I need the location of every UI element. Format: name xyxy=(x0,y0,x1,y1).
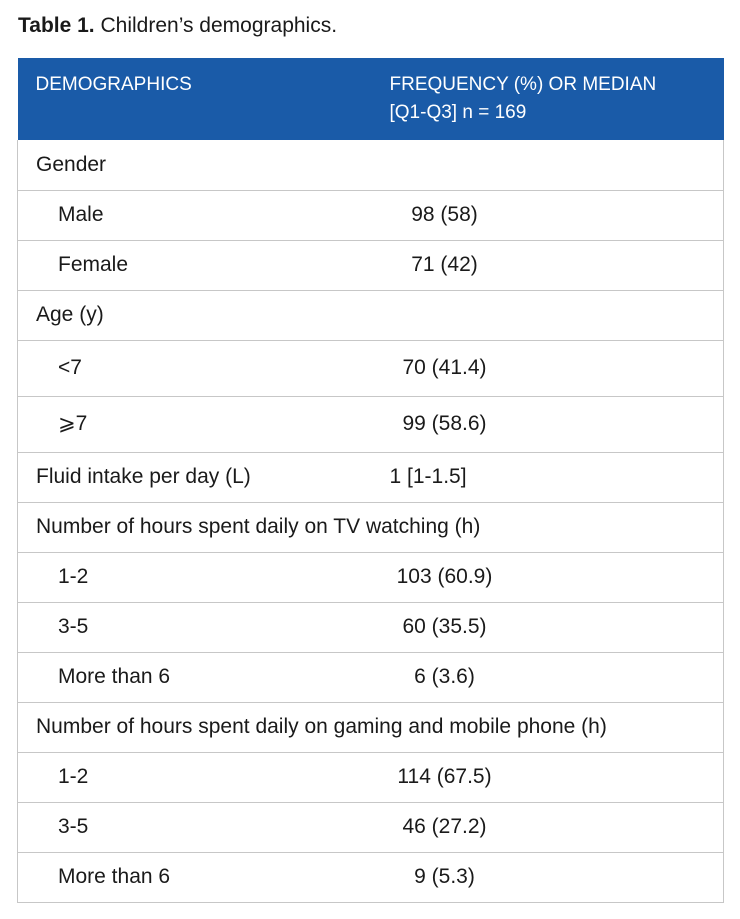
row-value: 71 (42) xyxy=(411,253,478,276)
row-value-cell xyxy=(372,552,724,602)
table-row xyxy=(18,240,724,290)
table-row xyxy=(18,702,724,752)
table-row xyxy=(18,752,724,802)
row-label: Number of hours spent daily on gaming and mobile phone (h) xyxy=(18,702,724,752)
row-label: 3-5 xyxy=(18,602,372,652)
row-label: Fluid intake per day (L) xyxy=(18,452,372,502)
row-value-cell xyxy=(372,340,724,396)
table-row xyxy=(18,396,724,452)
table-row xyxy=(18,340,724,396)
demographics-table xyxy=(17,58,723,903)
row-value xyxy=(372,140,724,190)
row-value: 114 (67.5) xyxy=(397,765,492,788)
column-header-frequency-line2: [Q1-Q3] n = 169 xyxy=(389,102,527,123)
table-number: Table 1. xyxy=(18,14,95,37)
row-label: Gender xyxy=(18,140,372,190)
table-row xyxy=(18,452,724,502)
table-row xyxy=(18,802,724,852)
table-row xyxy=(18,852,724,902)
row-label: Age (y) xyxy=(18,290,372,340)
row-value-cell xyxy=(372,240,724,290)
row-label: More than 6 xyxy=(18,652,372,702)
row-value: 98 (58) xyxy=(411,203,478,226)
row-label: More than 6 xyxy=(18,852,372,902)
row-label: 3-5 xyxy=(18,802,372,852)
row-value-cell xyxy=(372,802,724,852)
row-value-cell xyxy=(372,852,724,902)
row-value-cell xyxy=(372,752,724,802)
table-row xyxy=(18,652,724,702)
row-value: 1 [1-1.5] xyxy=(389,465,467,488)
row-label: ⩾7 xyxy=(18,396,372,452)
row-value xyxy=(372,290,724,340)
row-value: 6 (3.6) xyxy=(414,665,475,688)
table-row xyxy=(18,140,724,190)
row-value-cell xyxy=(372,452,724,502)
row-value: 9 (5.3) xyxy=(414,865,475,888)
row-value-cell xyxy=(372,602,724,652)
row-value-cell xyxy=(372,396,724,452)
row-value: 60 (35.5) xyxy=(402,615,487,638)
row-value: 103 (60.9) xyxy=(396,565,493,588)
row-value-cell xyxy=(372,652,724,702)
row-label: 1-2 xyxy=(18,552,372,602)
table-caption xyxy=(18,12,337,40)
row-label: Male xyxy=(18,190,372,240)
table-title: Children’s demographics. xyxy=(100,14,338,37)
column-header-demographics: DEMOGRAPHICS xyxy=(18,58,372,140)
row-value: 46 (27.2) xyxy=(402,815,487,838)
row-value: 70 (41.4) xyxy=(402,356,487,379)
row-label: 1-2 xyxy=(18,752,372,802)
table-header-row xyxy=(18,58,724,140)
table-row xyxy=(18,190,724,240)
table-row xyxy=(18,502,724,552)
table-row xyxy=(18,602,724,652)
row-label: Female xyxy=(18,240,372,290)
row-value-cell xyxy=(372,190,724,240)
row-label: Number of hours spent daily on TV watching (h) xyxy=(18,502,724,552)
row-label: <7 xyxy=(18,340,372,396)
column-header-frequency xyxy=(372,58,724,140)
table-row xyxy=(18,552,724,602)
row-value: 99 (58.6) xyxy=(402,412,487,435)
table-row xyxy=(18,290,724,340)
column-header-frequency-line1: FREQUENCY (%) OR MEDIAN xyxy=(389,74,657,95)
